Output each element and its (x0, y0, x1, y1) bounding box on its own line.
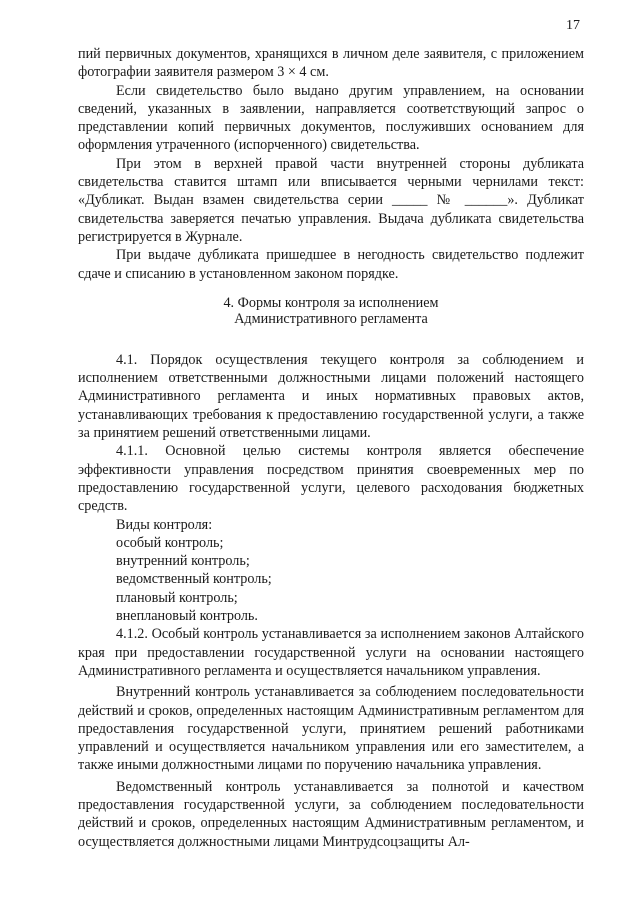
control-types-list (78, 534, 584, 625)
list-item: внеплановый контроль. (116, 608, 258, 625)
paragraph: При выдаче дубликата пришедшее в негодность свидетельство подлежит сдаче и списанию в установленном законом порядке. (78, 247, 584, 282)
control-types-title: Виды контроля: (116, 516, 213, 533)
paragraph: Внутренний контроль устанавливается за соблюдением последовательности действий и сроков, определенных настоящим Административным регламентом для предоставления государственной услуги, принятием решений работниками управлений и осуществляется начальником управления или его заместителем, а также иными должностными лицами по поручению начальника управления. (78, 684, 584, 774)
page-number: 17 (566, 18, 580, 33)
section-heading (78, 295, 584, 327)
paragraph: пий первичных документов, хранящихся в личном деле заявителя, с приложением фотографии заявителя размером 3 × 4 см. (78, 46, 584, 81)
paragraph: Ведомственный контроль устанавливается за полнотой и качеством предоставления государственной услуги, за соблюдением последовательности действий и сроков, определенных настоящим Административным регламентом, и осуществляется должностными лицами Минтрудсоцзащиты Ал- (78, 778, 584, 850)
document-body (78, 45, 584, 851)
section-heading-line: Административного регламента (234, 310, 428, 327)
paragraph: 4.1.2. Особый контроль устанавливается за исполнением законов Алтайского края при предоставлении государственной услуги на основании настоящего Административного регламента и осуществляется начальником управления. (78, 626, 584, 679)
list-item: ведомственный контроль; (116, 571, 272, 588)
list-item: плановый контроль; (116, 589, 238, 606)
list-item: особый контроль; (116, 534, 224, 551)
paragraph: При этом в верхней правой части внутренней стороны дубликата свидетельства ставится штамп или вписывается черными чернилами текст: «Дубликат. Выдан взамен свидетельства серии _____ № ______». Дубликат свидетельства заверяется печатью управления. Выдача дубликата свидетельства регистрируется в Журнале. (78, 155, 584, 245)
list-item: внутренний контроль; (116, 553, 250, 570)
paragraph: 4.1. Порядок осуществления текущего контроля за соблюдением и исполнением ответственными должностными лицами положений настоящего Административного регламента и иных нормативных правовых актов, устанавливающих требования к предоставлению государственной услуги, а также за принятием решений ответственными лицами. (78, 351, 584, 442)
paragraph: Если свидетельство было выдано другим управлением, на основании сведений, указанных в заявлении, направляется соответствующий запрос о представлении копий первичных документов, послуживших основанием для оформления утраченного (испорченного) свидетельства. (78, 82, 584, 154)
paragraph: 4.1.1. Основной целью системы контроля является обеспечение эффективности управления посредством принятия своевременных мер по предоставлению государственной услуги, целевого расходования бюджетных средств. (78, 443, 584, 515)
section-heading-line: 4. Формы контроля за исполнением (223, 294, 439, 311)
